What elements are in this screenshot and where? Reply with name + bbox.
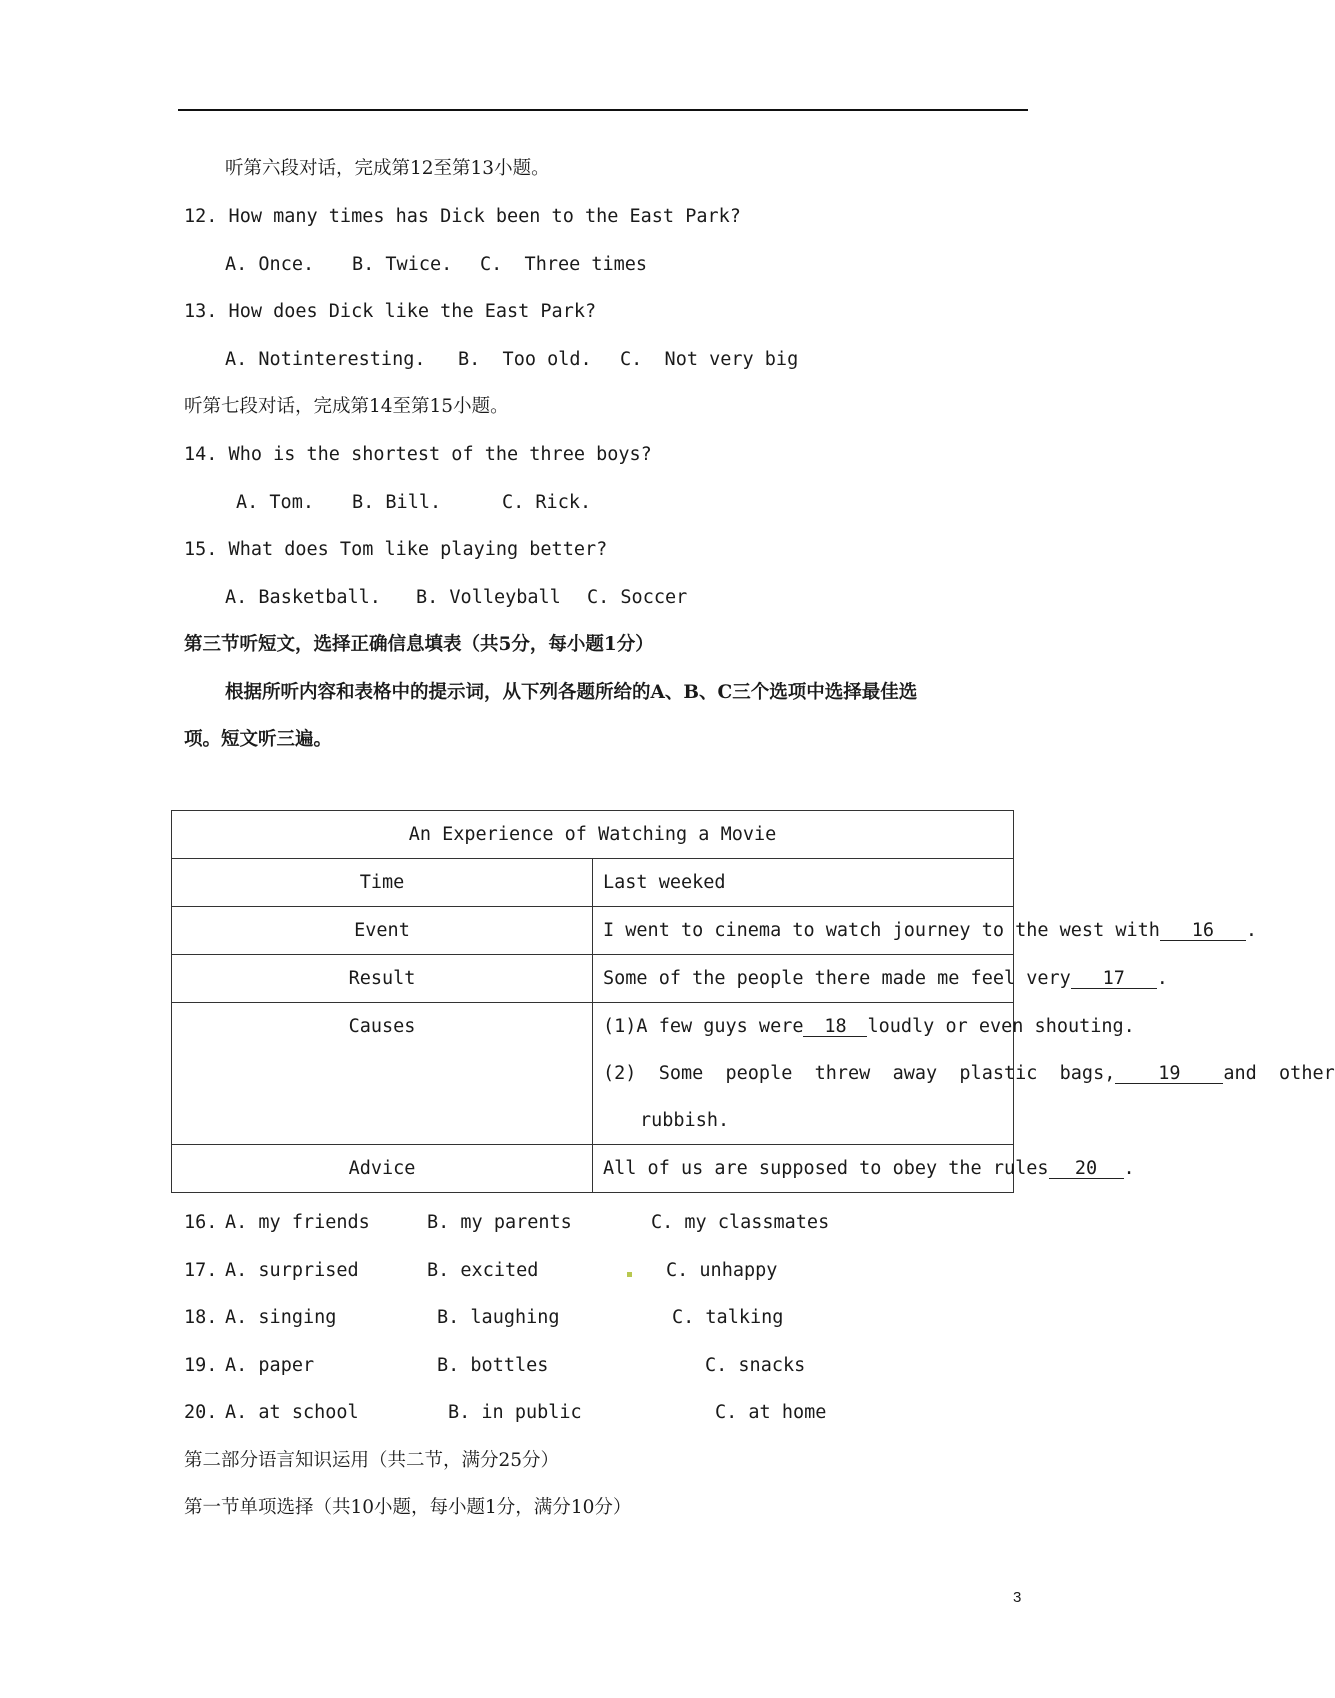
section6-heading: 听第六段对话，完成第12至第13小题。: [225, 158, 550, 179]
question-17-option-c: C. unhappy: [666, 1260, 778, 1281]
cause-2-text: (2) Some people threw away plastic bags,: [603, 1063, 1116, 1084]
part2-section1-heading: 第一节单项选择（共10小题，每小题1分，满分10分）: [184, 1497, 632, 1518]
part3-title: 第三节听短文，选择正确信息填表（共5分，每小题1分）: [184, 634, 654, 655]
time-label: Time: [172, 859, 593, 907]
time-value: Last weeked: [593, 859, 1014, 907]
question-18-option-a: A. singing: [225, 1307, 337, 1328]
question-16-number: 16.: [184, 1212, 218, 1233]
part3-instructions-line1: 根据所听内容和表格中的提示词，从下列各题所给的A、B、C三个选项中选择最佳选: [225, 682, 918, 703]
question-15-option-b: B. Volleyball: [416, 587, 561, 608]
question-12-option-b: B. Twice.: [352, 254, 453, 275]
question-17-number: 17.: [184, 1260, 218, 1281]
question-15-option-c: C. Soccer: [587, 587, 688, 608]
question-17-option-b: B. excited: [427, 1260, 539, 1281]
question-20-option-b: B. in public: [448, 1402, 582, 1423]
question-16-option-c: C. my classmates: [651, 1212, 830, 1233]
question-18-number: 18.: [184, 1307, 218, 1328]
cause-1-text: (1)A few guys were: [603, 1016, 804, 1037]
question-14-option-a: A. Tom.: [236, 492, 314, 513]
question-16-option-a: A. my friends: [225, 1212, 370, 1233]
advice-end: .: [1123, 1157, 1135, 1179]
question-20-option-c: C. at home: [715, 1402, 827, 1423]
question-14-option-c: C. Rick.: [502, 492, 592, 513]
cause-1-end: loudly or even shouting.: [867, 1016, 1135, 1037]
question-13-stem: 13. How does Dick like the East Park?: [184, 301, 597, 322]
event-label: Event: [172, 907, 593, 955]
question-14-stem: 14. Who is the shortest of the three boys?: [184, 444, 652, 465]
question-19-option-a: A. paper: [225, 1355, 315, 1376]
question-13-option-c: C. Not very big: [620, 349, 799, 370]
advice-text: All of us are supposed to obey the rules: [603, 1157, 1049, 1179]
question-20-number: 20.: [184, 1402, 218, 1423]
event-end: .: [1245, 919, 1258, 941]
advice-value: [593, 1145, 1135, 1193]
cause-2-end: and other: [1223, 1063, 1335, 1084]
question-13-option-a: A. Notinteresting.: [225, 349, 426, 370]
question-18-option-b: B. laughing: [437, 1307, 560, 1328]
advice-label: Advice: [172, 1145, 593, 1193]
question-20-option-a: A. at school: [225, 1402, 359, 1423]
question-12-option-a: A. Once.: [225, 254, 315, 275]
result-value: [593, 955, 1168, 1003]
section7-heading: 听第七段对话，完成第14至第15小题。: [184, 396, 509, 417]
cause-2: [603, 1050, 1335, 1097]
question-12-stem: 12. How many times has Dick been to the East Park?: [184, 206, 741, 227]
cause-2-continued: rubbish.: [640, 1110, 730, 1131]
page-number: 3: [1013, 1589, 1022, 1606]
part3-instructions-line2: 项。短文听三遍。: [184, 729, 333, 750]
question-12-option-c: C. Three times: [480, 254, 648, 275]
question-16-option-b: B. my parents: [427, 1212, 572, 1233]
result-end: .: [1156, 967, 1168, 989]
event-value: [593, 907, 1258, 955]
header-rule: [178, 109, 1028, 111]
blank-20: 20: [1049, 1159, 1124, 1179]
question-15-option-a: A. Basketball.: [225, 587, 381, 608]
table-title: An Experience of Watching a Movie: [172, 811, 1014, 859]
question-13-option-b: B. Too old.: [458, 349, 592, 370]
movie-info-table: [171, 810, 1335, 1193]
result-label: Result: [172, 955, 593, 1003]
question-17-option-a: A. surprised: [225, 1260, 359, 1281]
result-text: Some of the people there made me feel very: [603, 967, 1071, 989]
question-19-option-b: B. bottles: [437, 1355, 549, 1376]
question-19-number: 19.: [184, 1355, 218, 1376]
causes-label: Causes: [172, 1003, 593, 1145]
question-18-option-c: C. talking: [672, 1307, 784, 1328]
blank-16: 16: [1160, 921, 1246, 941]
stray-dot: [627, 1272, 632, 1277]
question-14-option-b: B. Bill.: [352, 492, 442, 513]
blank-17: 17: [1071, 969, 1157, 989]
cause-1: [603, 1003, 1135, 1050]
question-15-stem: 15. What does Tom like playing better?: [184, 539, 608, 560]
blank-19: 19: [1115, 1064, 1223, 1084]
blank-18: 18: [803, 1017, 867, 1037]
part2-heading: 第二部分语言知识运用（共二节，满分25分）: [184, 1450, 560, 1471]
causes-value: [593, 1003, 1335, 1145]
event-text: I went to cinema to watch journey to the west with: [603, 919, 1160, 941]
question-19-option-c: C. snacks: [705, 1355, 806, 1376]
